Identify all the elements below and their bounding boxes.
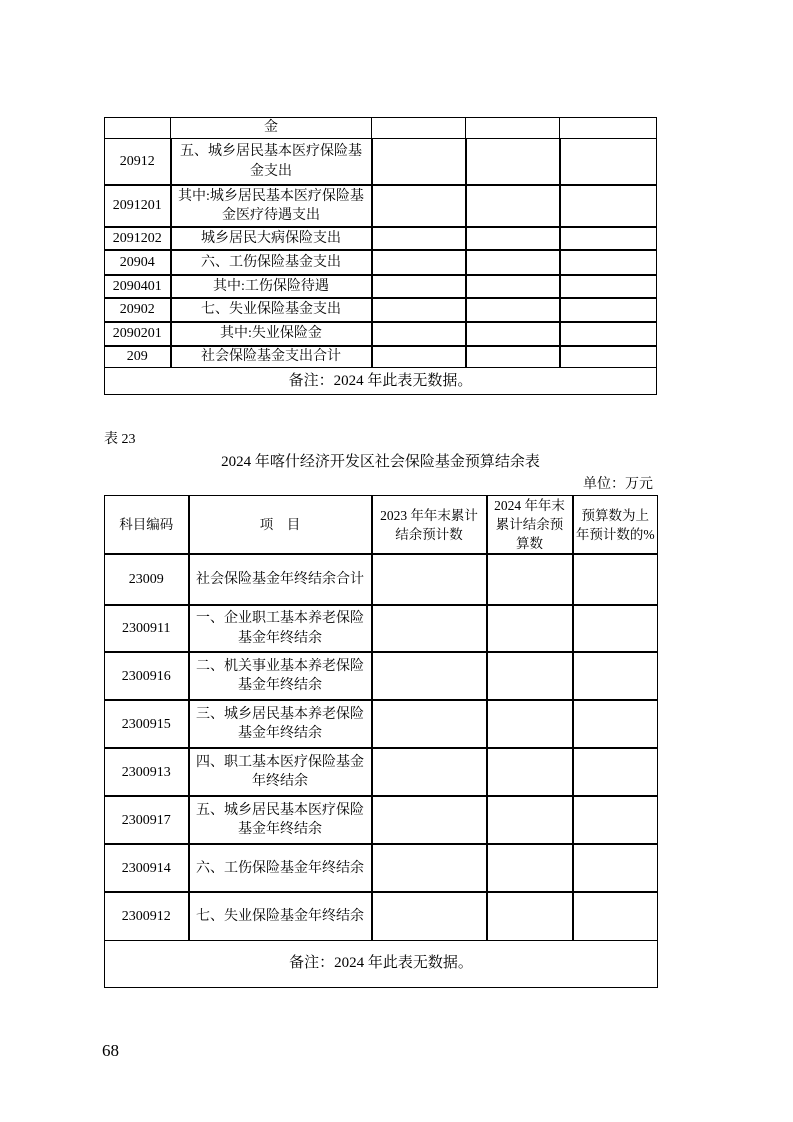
- value-cell: [466, 275, 560, 298]
- value-cell: [573, 652, 658, 700]
- header-cell-code: 科目编码: [105, 496, 189, 555]
- value-cell: [372, 227, 466, 250]
- table-row: [105, 652, 658, 700]
- value-cell: [560, 346, 657, 367]
- code-cell: 2091202: [105, 227, 171, 250]
- item-cell: 六、工伤保险基金支出: [171, 250, 372, 275]
- code-cell: 2300911: [105, 605, 189, 652]
- value-cell: [466, 250, 560, 275]
- table-row: [105, 796, 658, 844]
- value-cell: [560, 322, 657, 346]
- note-row: [105, 940, 658, 987]
- code-cell: [105, 118, 171, 139]
- table-row: [105, 748, 658, 796]
- value-cell: [372, 118, 466, 139]
- item-cell: 社会保险基金年终结余合计: [189, 554, 372, 605]
- value-cell: [487, 892, 573, 940]
- expenditure-table: [104, 117, 657, 395]
- value-cell: [573, 554, 658, 605]
- value-cell: [573, 700, 658, 748]
- code-cell: 2091201: [105, 185, 171, 227]
- item-cell: 五、城乡居民基本医疗保险基金年终结余: [189, 796, 372, 844]
- value-cell: [372, 844, 487, 892]
- item-cell: 其中:城乡居民基本医疗保险基金医疗待遇支出: [171, 185, 372, 227]
- item-cell: 社会保险基金支出合计: [171, 346, 372, 367]
- value-cell: [372, 892, 487, 940]
- header-cell-item: 项 目: [189, 496, 372, 555]
- unit-label: 单位：万元: [583, 477, 653, 492]
- value-cell: [372, 748, 487, 796]
- item-cell: 其中:工伤保险待遇: [171, 275, 372, 298]
- value-cell: [573, 892, 658, 940]
- value-cell: [372, 346, 466, 367]
- table-row: [105, 185, 657, 227]
- value-cell: [487, 605, 573, 652]
- table-row: [105, 118, 657, 139]
- table-row: [105, 554, 658, 605]
- table-title: 2024 年喀什经济开发区社会保险基金预算结余表: [221, 454, 540, 470]
- value-cell: [372, 185, 466, 227]
- item-cell: 七、失业保险基金年终结余: [189, 892, 372, 940]
- code-cell: 209: [105, 346, 171, 367]
- code-cell: 2090401: [105, 275, 171, 298]
- value-cell: [372, 554, 487, 605]
- header-cell-percent: 预算数为上年预计数的%: [573, 496, 658, 555]
- table-row: [105, 250, 657, 275]
- table-row: [105, 227, 657, 250]
- value-cell: [466, 346, 560, 367]
- item-cell: 七、失业保险基金支出: [171, 298, 372, 322]
- table-row: [105, 844, 658, 892]
- header-cell-2023: 2023 年年末累计结余预计数: [372, 496, 487, 555]
- header-row: [105, 496, 658, 555]
- value-cell: [560, 250, 657, 275]
- table-note: 备注：2024 年此表无数据。: [105, 368, 657, 395]
- code-cell: 2300915: [105, 700, 189, 748]
- code-cell: 2300912: [105, 892, 189, 940]
- item-cell: 六、工伤保险基金年终结余: [189, 844, 372, 892]
- value-cell: [573, 748, 658, 796]
- value-cell: [372, 138, 466, 185]
- value-cell: [466, 298, 560, 322]
- value-cell: [372, 250, 466, 275]
- code-cell: 2090201: [105, 322, 171, 346]
- item-cell: 二、机关事业基本养老保险基金年终结余: [189, 652, 372, 700]
- value-cell: [372, 652, 487, 700]
- value-cell: [372, 322, 466, 346]
- value-cell: [573, 605, 658, 652]
- value-cell: [560, 138, 657, 185]
- item-cell: 一、企业职工基本养老保险基金年终结余: [189, 605, 372, 652]
- balance-table: [104, 495, 658, 988]
- table-row: [105, 138, 657, 185]
- table-number-label: 表 23: [104, 432, 136, 447]
- value-cell: [487, 700, 573, 748]
- item-cell: 四、职工基本医疗保险基金年终结余: [189, 748, 372, 796]
- table-row: [105, 605, 658, 652]
- page-number: 68: [102, 1041, 119, 1060]
- value-cell: [560, 185, 657, 227]
- value-cell: [466, 227, 560, 250]
- value-cell: [372, 700, 487, 748]
- value-cell: [560, 275, 657, 298]
- table-row: [105, 275, 657, 298]
- code-cell: 20912: [105, 138, 171, 185]
- value-cell: [487, 796, 573, 844]
- code-cell: 2300914: [105, 844, 189, 892]
- item-cell: 金: [171, 118, 372, 139]
- value-cell: [466, 322, 560, 346]
- value-cell: [466, 138, 560, 185]
- value-cell: [560, 298, 657, 322]
- value-cell: [372, 298, 466, 322]
- note-row: [105, 368, 657, 395]
- value-cell: [573, 844, 658, 892]
- code-cell: 23009: [105, 554, 189, 605]
- value-cell: [487, 844, 573, 892]
- value-cell: [487, 652, 573, 700]
- table-row: [105, 892, 658, 940]
- code-cell: 20902: [105, 298, 171, 322]
- code-cell: 2300917: [105, 796, 189, 844]
- code-cell: 2300916: [105, 652, 189, 700]
- value-cell: [487, 748, 573, 796]
- code-cell: 20904: [105, 250, 171, 275]
- table-row: [105, 346, 657, 367]
- value-cell: [466, 185, 560, 227]
- value-cell: [560, 118, 657, 139]
- item-cell: 城乡居民大病保险支出: [171, 227, 372, 250]
- item-cell: 其中:失业保险金: [171, 322, 372, 346]
- table-row: [105, 298, 657, 322]
- table-row: [105, 322, 657, 346]
- value-cell: [487, 554, 573, 605]
- code-cell: 2300913: [105, 748, 189, 796]
- item-cell: 三、城乡居民基本养老保险基金年终结余: [189, 700, 372, 748]
- value-cell: [372, 275, 466, 298]
- table-note: 备注：2024 年此表无数据。: [105, 940, 658, 987]
- value-cell: [560, 227, 657, 250]
- value-cell: [372, 796, 487, 844]
- value-cell: [466, 118, 560, 139]
- item-cell: 五、城乡居民基本医疗保险基金支出: [171, 138, 372, 185]
- header-cell-2024: 2024 年年末累计结余预算数: [487, 496, 573, 555]
- value-cell: [372, 605, 487, 652]
- value-cell: [573, 796, 658, 844]
- table-row: [105, 700, 658, 748]
